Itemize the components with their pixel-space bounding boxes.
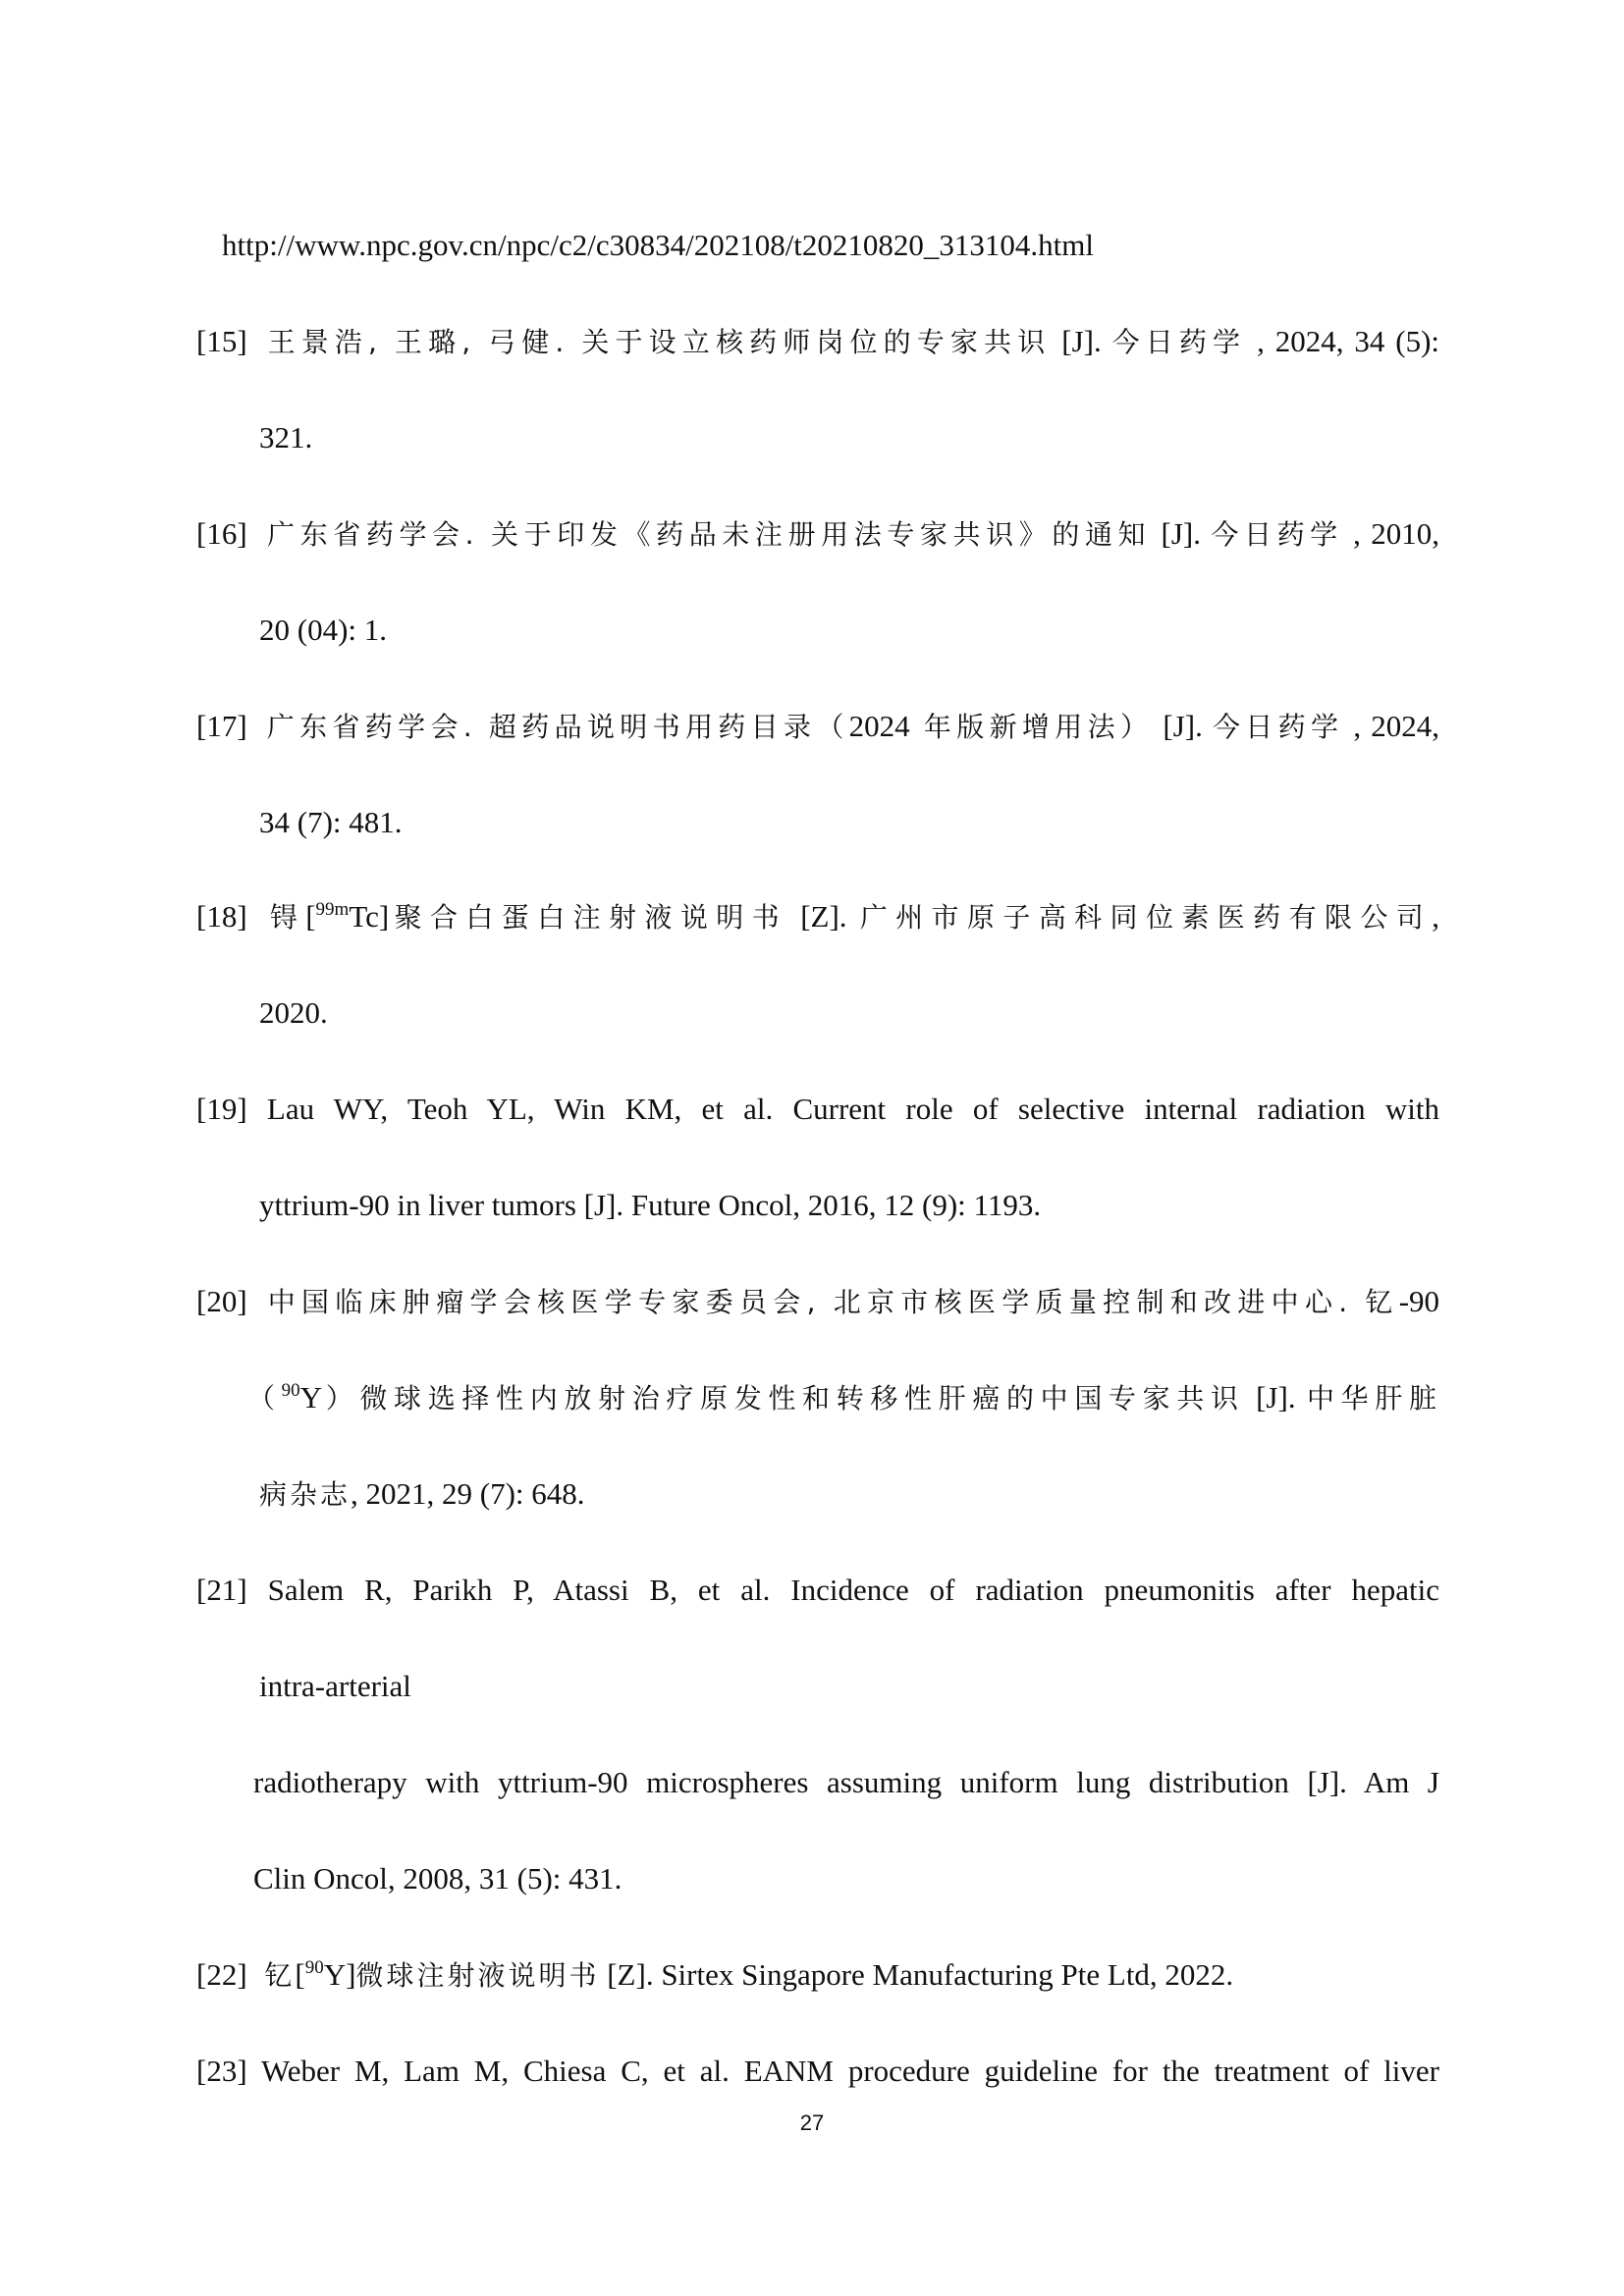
reference-20-line-2 (247, 1378, 1439, 1418)
reference-18-type: [Z]. (800, 899, 860, 934)
reference-21-number: [21] (196, 1573, 247, 1607)
reference-22-number: [22] (196, 1957, 247, 1992)
reference-16-citation: , 2010, (1353, 516, 1440, 551)
reference-17-title-suffix: 年版新增用法 (909, 711, 1120, 743)
reference-18-comma: , (1432, 899, 1439, 934)
reference-18-number: [18] (196, 899, 247, 934)
reference-17-authors-title: 广东省药学会. 超药品说明书用药目录 (266, 711, 817, 743)
reference-16-journal: 今日药学 (1211, 518, 1343, 551)
reference-23-line-1 (196, 2052, 1439, 2091)
reference-20-citation: , 2021, 29 (7): 648. (351, 1476, 585, 1511)
reference-17-number: [17] (196, 709, 247, 743)
reference-20-isotope-number: -90 (1398, 1284, 1440, 1318)
reference-20-line-1 (196, 1282, 1439, 1322)
reference-15-journal: 今日药学 (1111, 326, 1247, 358)
reference-18-isotope-mass: 99m (315, 899, 350, 920)
reference-17-year: 2024 (848, 709, 910, 743)
reference-17-citation: , 2024, (1353, 709, 1439, 743)
reference-19-line-2: yttrium-90 in liver tumors [J]. Future Oncol, 2016, 12 (9): 1193. (259, 1188, 1042, 1222)
reference-19-text: Lau WY, Teoh YL, Win KM, et al. Current role of selective internal radiation with (266, 1092, 1439, 1126)
reference-17-type: [J]. (1163, 709, 1213, 743)
reference-21-text: Salem R, Parikh P, Atassi B, et al. Incidence of radiation pneumonitis after hepatic (267, 1573, 1439, 1607)
reference-21-line-1 (196, 1571, 1439, 1610)
reference-20-isotope-symbol: Y (299, 1380, 323, 1415)
reference-22-bracket: [ (295, 1957, 305, 1992)
reference-16-line-2: 20 (04): 1. (259, 613, 388, 647)
reference-23-text: Weber M, Lam M, Chiesa C, et al. EANM procedure guideline for the treatment of liver (260, 2054, 1439, 2088)
reference-20-type: [J]. (1256, 1380, 1307, 1415)
reference-19-line-1 (196, 1090, 1439, 1129)
reference-15-citation: , 2024, 34 (5): (1257, 324, 1440, 358)
reference-21-line-4: Clin Oncol, 2008, 31 (5): 431. (253, 1861, 623, 1896)
reference-17-paren-close: ） (1119, 711, 1154, 743)
reference-16-number: [16] (196, 516, 247, 551)
reference-20-number: [20] (196, 1284, 247, 1318)
reference-16-type: [J]. (1161, 516, 1212, 551)
reference-18-element: 锝 (269, 901, 306, 934)
reference-18-isotope-symbol: Tc] (349, 899, 390, 934)
reference-15-authors-title: 王景浩, 王璐, 弓健. 关于设立核药师岗位的专家共识 (267, 326, 1052, 358)
reference-18-bracket: [ (305, 899, 316, 934)
reference-15-line-2: 321. (259, 420, 313, 454)
reference-23-number: [23] (196, 2054, 247, 2088)
reference-20-authors: 中国临床肿瘤学会核医学专家委员会, 北京市核医学质量控制和改进中心. 钇 (267, 1286, 1399, 1318)
reference-18-publisher: 广州市原子高科同位素医药有限公司 (859, 901, 1433, 934)
reference-18-line-1 (196, 897, 1439, 937)
reference-21-line-3: radiotherapy with yttrium-90 microspheres assuming uniform lung distribution [J]. Am J (253, 1765, 1439, 1799)
reference-19-number: [19] (196, 1092, 247, 1126)
reference-22-citation: [Z]. Sirtex Singapore Manufacturing Pte Ltd, 2022. (599, 1957, 1234, 1992)
reference-16-authors-title: 广东省药学会. 关于印发《药品未注册用法专家共识》的通知 (267, 518, 1152, 551)
reference-15-line-1 (196, 322, 1439, 362)
reference-22-isotope-symbol: Y] (323, 1957, 356, 1992)
reference-18-line-2: 2020. (259, 995, 328, 1030)
reference-18-title: 聚合白蛋白注射液说明书 (389, 901, 788, 934)
reference-url-line: http://www.npc.gov.cn/npc/c2/c30834/202108/t20210820_313104.html (222, 228, 1095, 262)
reference-20-journal-part-2: 病杂志 (259, 1478, 352, 1511)
reference-17-line-2: 34 (7): 481. (259, 805, 403, 839)
reference-20-journal-part-1: 中华肝脏 (1306, 1382, 1439, 1415)
reference-21-line-2: intra-arterial (259, 1669, 411, 1703)
reference-15-type: [J]. (1061, 324, 1112, 358)
page-number: 27 (799, 2110, 825, 2135)
reference-20-paren-open: （ (247, 1382, 282, 1415)
reference-22-title: 微球注射液说明书 (355, 1959, 600, 1992)
reference-22-isotope-mass: 90 (304, 1957, 324, 1978)
reference-15-number: [15] (196, 324, 247, 358)
reference-22-element: 钇 (264, 1959, 296, 1992)
reference-17-line-1 (196, 707, 1439, 747)
reference-16-line-1 (196, 514, 1439, 555)
reference-17-paren-open: （ (816, 711, 849, 743)
reference-22-line-1 (196, 1955, 1233, 1996)
reference-20-title: ）微球选择性内放射治疗原发性和转移性肝癌的中国专家共识 (322, 1382, 1245, 1415)
reference-20-line-3 (259, 1474, 585, 1515)
reference-20-isotope-mass: 90 (281, 1380, 300, 1401)
reference-17-journal: 今日药学 (1212, 711, 1344, 743)
